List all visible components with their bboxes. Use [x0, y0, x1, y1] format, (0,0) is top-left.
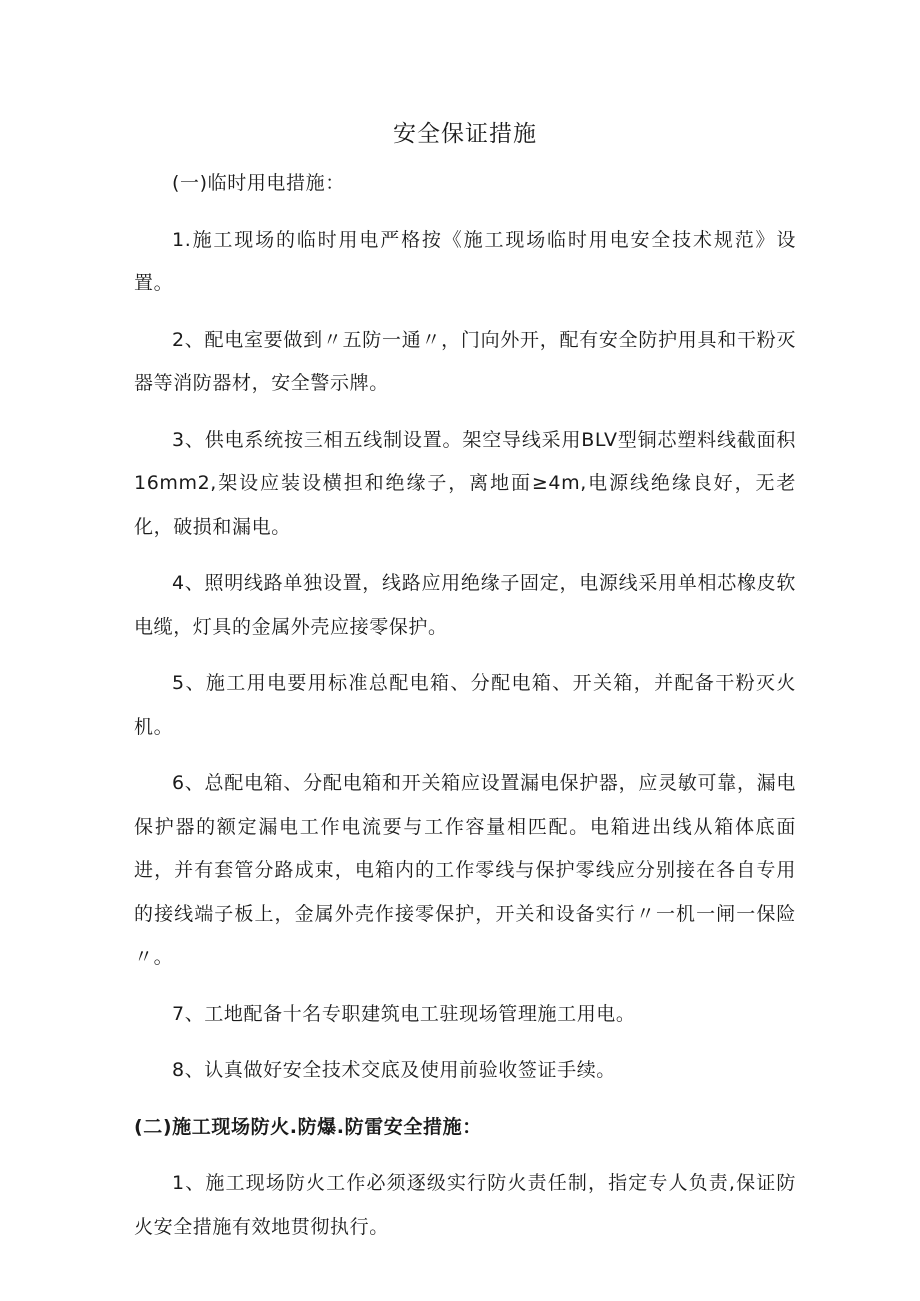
paragraph-2-1: 1、施工现场防火工作必须逐级实行防火责任制，指定专人负责,保证防火安全措施有效地贯彻执行。: [134, 1172, 796, 1238]
document-page: [134, 112, 796, 1249]
paragraph-1-1: 1.施工现场的临时用电严格按《施工现场临时用电安全技术规范》设置。: [134, 228, 796, 294]
paragraph-1-3: 3、供电系统按三相五线制设置。架空导线采用BLV型铜芯塑料线截面积16mm2,架设应装设横担和绝缘子，离地面≥4m,电源线绝缘良好，无老化，破损和漏电。: [134, 428, 796, 538]
section-heading-2: (二)施工现场防火.防爆.防雷安全措施：: [134, 1115, 482, 1138]
paragraph-1-6: 6、总配电箱、分配电箱和开关箱应设置漏电保护器，应灵敏可靠，漏电保护器的额定漏电工作电流要与工作容量相匹配。电箱进出线从箱体底面进，并有套管分路成束，电箱内的工作零线与保护零线应分别接在各自专用的接线端子板上，金属外壳作接零保护，开关和设备实行〃一机一闸一保险〃。: [134, 772, 796, 968]
paragraph-1-8: 8、认真做好安全技术交底及使用前验收签证手续。: [172, 1059, 616, 1081]
paragraph-1-2: 2、配电室要做到〃五防一通〃，门向外开，配有安全防护用具和干粉灭器等消防器材，安全警示牌。: [134, 328, 796, 394]
paragraph-1-7: 7、工地配备十名专职建筑电工驻现场管理施工用电。: [172, 1002, 636, 1025]
paragraph-1-4: 4、照明线路单独设置，线路应用绝缘子固定，电源线采用单相芯橡皮软电缆，灯具的金属外壳应接零保护。: [134, 572, 796, 638]
section-heading-1: (一)临时用电措施：: [172, 172, 345, 194]
document-title: 安全保证措施: [393, 121, 537, 147]
paragraph-1-5: 5、施工用电要用标准总配电箱、分配电箱、开关箱，并配备干粉灭火机。: [134, 672, 796, 738]
